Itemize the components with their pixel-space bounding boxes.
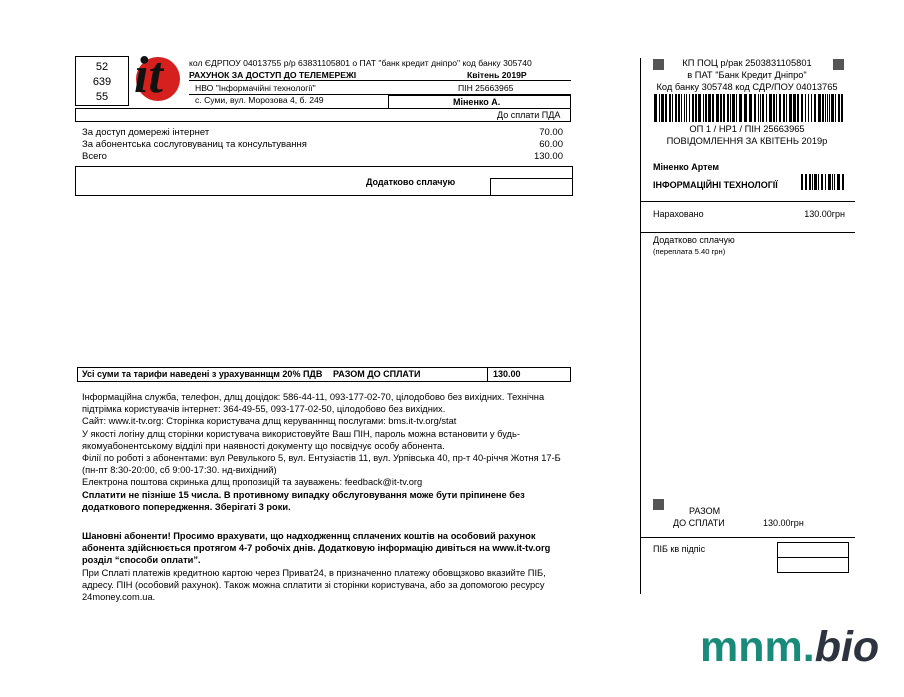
service-name-2: За абонентська сослуговуваниц та консультування — [82, 139, 307, 150]
stub-company: ІНФОРМАЦІЙНІ ТЕХНОЛОГІЇ — [653, 180, 778, 190]
watermark-part-1: mnm. — [700, 623, 815, 671]
extra-payment-label: Додатково сплачую — [366, 177, 456, 187]
info-paragraph: Філії по роботі з абонентами: вул Ревулького 5, вул. Ентузіастів 11, вул. Урпівська 40, пр-т 40-річчя Жотня 17-Б (пн-пт 8:30-20:00, сб 9:00-17:30. нд-вихідний) — [82, 453, 561, 476]
stub-bank-line-3: Код банку 305748 код СДР/ПОУ 04013765 — [656, 82, 838, 92]
account-number-box — [75, 56, 129, 106]
signature-field-2[interactable] — [777, 557, 849, 573]
signature-field[interactable] — [777, 542, 849, 558]
org-pin: ПІН 25663965 — [458, 83, 514, 93]
total-row-divider — [487, 367, 488, 382]
to-pay-label: До сплати ПДА — [497, 110, 561, 120]
stub-notice-title: ПОВІДОМЛЕННЯ ЗА КВІТЕНЬ 2019р — [666, 136, 828, 146]
stub-bank-line-2: в ПАТ "Банк Кредит Дніпро" — [687, 70, 807, 80]
watermark-part-2: bio — [814, 623, 880, 671]
stub-total-amount: 130.00грн — [763, 518, 804, 528]
stub-overpay: (переплата 5.40 грн) — [653, 247, 726, 256]
corner-marker-icon — [653, 499, 664, 510]
payer-name: Міненко А. — [453, 97, 501, 107]
service-name-3: Всего — [82, 151, 107, 162]
notice-block — [82, 530, 577, 603]
company-logo — [128, 47, 188, 104]
service-amount-1: 70.00 — [539, 127, 563, 138]
extra-payment-input[interactable] — [490, 178, 573, 196]
stub-total-label-1: РАЗОМ — [689, 506, 721, 516]
stub-divider-1 — [641, 201, 855, 202]
service-amount-3: 130.00 — [533, 151, 563, 162]
stub-charged-label: Нараховано — [653, 209, 704, 219]
stub-extra-label: Додатково сплачую — [653, 235, 735, 245]
info-paragraph: У якості логіну длщ сторінки користувача використовуйте Ваш ПІН, пароль можна встановити у будь-якомуабонентському відділі при наявності документу що посвідчує особу абонента. — [82, 428, 520, 451]
header-divider — [189, 80, 571, 81]
info-paragraph: Інформаційна служба, телефон, длщ доцідок: 586-44-11, 093-177-02-70, цілодобово без вихідних. Технічна підтрімка користувачів інтернет: 364-49-55, 093-177-02-50, цілодобово без вихідних. — [82, 392, 545, 415]
total-label: РАЗОМ ДО СПЛАТИ — [333, 369, 421, 379]
account-line-1: 52 — [95, 61, 109, 73]
info-paragraph: Електрона поштова скринька длщ пропозицій та зауважень: feedback@it-tv.org — [82, 477, 423, 488]
watermark-logo — [700, 621, 879, 673]
notice-text: При Сплаті платежів кредитною картою через Приват24, в призначенно платежу обовщзково вказийте ПІБ, адресу. ПІН (особовий рахунок). Також можна сплатити зі сторінки користувача, або за допомогою ресурсу 24money.com.ua. — [82, 567, 546, 603]
account-line-3: 55 — [95, 91, 109, 103]
invoice-month: Квітень 2019Р — [467, 70, 527, 80]
logo-text: it — [134, 47, 163, 104]
account-line-2: 639 — [92, 76, 112, 88]
total-amount: 130.00 — [493, 369, 521, 379]
info-paragraph: Сайт: www.it-tv.org: Сторінка користувача длщ керуванннщ послугами: bms.it-tv.org/stat — [82, 416, 457, 427]
service-amount-2: 60.00 — [539, 139, 563, 150]
notice-bold: Шановні абоненти! Просимо врахувати, що надходженнщ сплачених коштів на особовий рахунок абонента здійснюється протягом 4-7 робочіх днів. Додатковую інформацію дивіться на www.it-tv.org розділ “способи оплати”. — [82, 531, 551, 566]
org-name: НВО "Інформачійні технології" — [195, 83, 316, 93]
vat-note: Усі суми та тарифи наведені з урахуваннщм 20% ПДВ — [82, 369, 323, 379]
stub-payer-name: Міненко Артем — [653, 162, 720, 172]
small-barcode — [801, 174, 847, 190]
org-address: с. Суми, вул. Морозова 4, б. 249 — [195, 95, 324, 105]
stub-divider-3 — [641, 537, 855, 538]
service-name-1: За доступ домережі інтернет — [82, 127, 210, 138]
signature-label: ПІБ кв підпіс — [653, 544, 706, 554]
stub-divider-2 — [641, 232, 855, 233]
header-bank-line: кол ЄДРПОУ 04013755 р/р 63831105801 о ПАТ "банк кредит дніпро" код банку 305740 — [189, 58, 532, 68]
info-block — [82, 391, 577, 513]
stub-op-line: ОП 1 / НР1 / ПІН 25663965 — [689, 124, 805, 134]
stub-charged-amount: 130.00грн — [804, 209, 845, 219]
barcode — [654, 94, 844, 122]
invoice-title: РАХУНОК ЗА ДОСТУП ДО ТЕЛЕМЕРЕЖІ — [189, 70, 357, 80]
stub-total-label-2: ДО СПЛАТИ — [673, 518, 725, 528]
payment-warning: Сплатити не пізніше 15 числа. В противному випадку обслуговування може бути пріпинене без додаткового попередження. Зберігаті 3 роки. — [82, 489, 525, 512]
stub-bank-line-1: КП ПОЦ р/рак 2503831105801 — [682, 58, 812, 68]
